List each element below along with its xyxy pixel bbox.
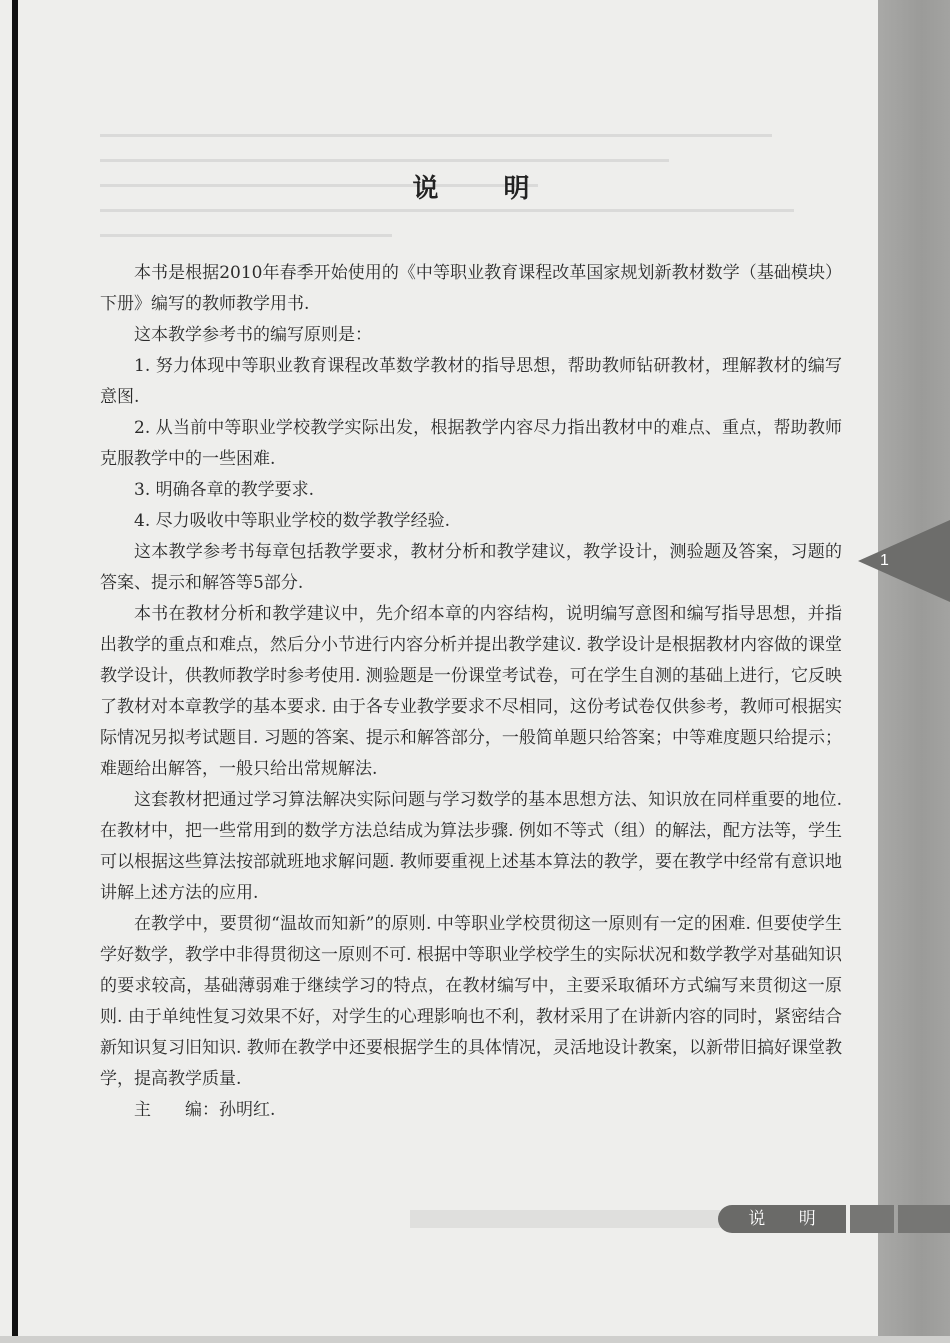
editor-line — [134, 1095, 842, 1126]
footer-block — [898, 1205, 950, 1233]
footer-bar — [718, 1205, 950, 1233]
footer-label: 说 明 — [718, 1205, 846, 1233]
bleed-through-footer — [410, 1210, 720, 1228]
paragraph: 4. 尽力吸收中等职业学校的数学教学经验. — [134, 511, 451, 531]
page-title: 说 明 — [412, 174, 558, 204]
paragraph: 1. 努力体现中等职业教育课程改革数学教材的指导思想，帮助教师钻研教材，理解教材的编写意图. — [100, 356, 842, 407]
paragraph: 这套教材把通过学习算法解决实际问题与学习数学的基本思想方法、知识放在同样重要的地位. 在教材中，把一些常用到的数学方法总结成为算法步骤. 例如不等式（组）的解法，配方法等，学生可以根据这些算法按部就班地求解问题. 教师要重视上述基本算法的教学，要在教学中经常有意识地讲解上述方法的应用. — [100, 790, 842, 903]
paragraph: 2. 从当前中等职业学校教学实际出发，根据教学内容尽力指出教材中的难点、重点，帮助教师克服教学中的一些困难. — [100, 418, 842, 469]
paragraph: 这本教学参考书每章包括教学要求，教材分析和教学建议，教学设计，测验题及答案，习题的答案、提示和解答等5部分. — [100, 542, 842, 593]
body-text — [100, 258, 842, 1126]
paragraph: 3. 明确各章的教学要求. — [134, 480, 315, 500]
page-bottom-edge — [0, 1336, 950, 1343]
editor-name: 孙明红. — [219, 1100, 276, 1120]
paragraph: 这本教学参考书的编写原则是： — [134, 325, 372, 345]
paragraph: 本书是根据2010年春季开始使用的《中等职业教育课程改革国家规划新教材数学（基础模块）下册》编写的教师教学用书. — [100, 263, 842, 314]
chapter-tab-number: 1 — [880, 552, 889, 569]
footer-block — [850, 1205, 894, 1233]
paragraph: 本书在教材分析和教学建议中，先介绍本章的内容结构，说明编写意图和编写指导思想，并指出教学的重点和难点，然后分小节进行内容分析并提出教学建议. 教学设计是根据教材内容做的课堂教学设计，供教师教学时参考使用. 测验题是一份课堂考试卷，可在学生自测的基础上进行，它反映了教材对本章教学的基本要求. 由于各专业教学要求不尽相同，这份考试卷仅供参考，教师可根据实际情况另拟考试题目. 习题的答案、提示和解答部分，一般简单题只给答案；中等难度题只给提示；难题给出解答，一般只给出常规解法. — [100, 604, 842, 779]
paragraph: 在教学中，要贯彻“温故而知新”的原则. 中等职业学校贯彻这一原则有一定的困难. 但要使学生学好数学，教学中非得贯彻这一原则不可. 根据中等职业学校学生的实际状况和数学教学对基础知识的要求较高，基础薄弱难于继续学习的特点，在教材编写中，主要采取循环方式编写来贯彻这一原则. 由于单纯性复习效果不好，对学生的心理影响也不利，教材采用了在讲新内容的同时，紧密结合新知识复习旧知识. 教师在教学中还要根据学生的具体情况，灵活地设计教案，以新带旧搞好课堂教学，提高教学质量. — [100, 914, 842, 1089]
editor-label: 主 编： — [134, 1100, 219, 1120]
